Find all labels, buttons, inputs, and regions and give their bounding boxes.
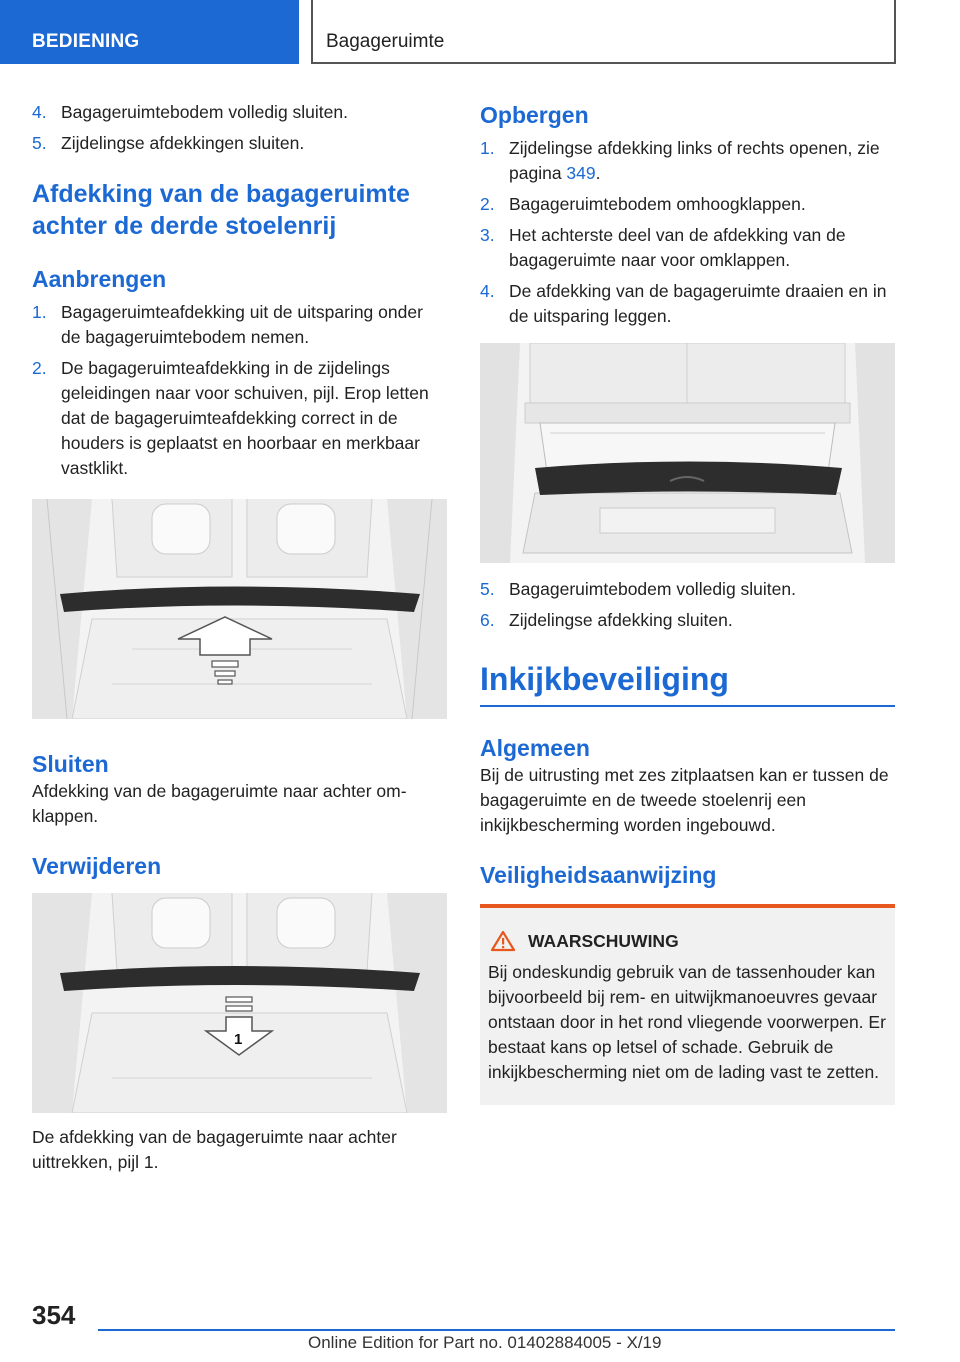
list-item: 6. Zijdelingse afdekking sluiten.	[480, 610, 733, 630]
right-column	[480, 100, 895, 1105]
arrow-label: 1	[234, 1031, 243, 1048]
list-item: 2. De bagageruimteafdekking in de zijdelings geleidingen naar voor schuiven, pijl. Erop letten dat de bagageruimteafdekking correct in de houders is geplaatst en hoorbaar en merkbaar vastklikt.	[32, 358, 429, 478]
page-header	[0, 0, 960, 66]
steps-list-top	[32, 100, 447, 156]
list-item: 5. Bagageruimtebodem volledig sluiten.	[480, 579, 796, 599]
page-number: 354	[32, 1300, 76, 1330]
aanbrengen-steps	[32, 300, 447, 481]
algemeen-text: Bij de uitrusting met zes zitplaatsen kan er tussen de bagageruimte en de tweede stoelenrij een inkijkbescherming worden ingebouwd.	[480, 765, 889, 835]
warning-header	[488, 930, 887, 952]
sluiten-heading: Sluiten	[32, 751, 109, 777]
footer-divider	[98, 1329, 895, 1331]
opbergen-steps-after	[480, 577, 895, 633]
list-item: 4. De afdekking van de bagageruimte draaien en in de uitsparing leggen.	[480, 281, 887, 326]
warning-triangle-icon	[490, 930, 516, 952]
opbergen-heading: Opbergen	[480, 102, 589, 128]
list-item: 2. Bagageruimtebodem omhoogklappen.	[480, 194, 806, 214]
aanbrengen-heading: Aanbrengen	[32, 266, 167, 292]
warning-label: WAARSCHUWING	[528, 930, 679, 951]
left-column	[32, 100, 447, 1175]
inkijk-title: Inkijkbeveiliging	[480, 659, 895, 707]
list-item: 1. Bagageruimteafdekking uit de uitsparing onder de bagageruimtebodem nemen.	[32, 302, 423, 347]
list-item: 3. Het achterste deel van de afdekking van de bagageruimte naar voor omklappen.	[480, 225, 846, 270]
edition-footer: Online Edition for Part no. 01402884005 - X/19	[308, 1333, 662, 1352]
verwijderen-heading: Verwijderen	[32, 853, 162, 879]
list-item: 4. Bagageruimtebodem volledig sluiten.	[32, 102, 348, 122]
cargo-cover-install-figure	[32, 499, 447, 719]
page-link[interactable]: 349	[566, 163, 596, 183]
section-title: Afdekking van de bagageruimte achter de derde stoelenrij	[32, 180, 410, 240]
chapter-title: Bagageruimte	[311, 0, 896, 64]
warning-text: Bij ondeskundig gebruik van de tassenhouder kan bijvoorbeeld bij rem- en uitwijkmanoeuvres gevaar ontstaan door in het rond vliegende voorwerpen. Er bestaat kans op letsel of schade. Gebruik de inkijkbescherming niet om de lading vast te zetten.	[488, 962, 886, 1082]
list-item: 1. Zijdelingse afdekking links of rechts openen, zie pagina 349.	[480, 138, 880, 183]
veiligheid-heading: Veiligheidsaanwijzing	[480, 862, 717, 888]
list-item: 5. Zijdelingse afdekkingen sluiten.	[32, 133, 305, 153]
verwijderen-text: De afdekking van de bagageruimte naar achter uittrekken, pijl 1.	[32, 1127, 397, 1172]
opbergen-steps	[480, 136, 895, 329]
algemeen-heading: Algemeen	[480, 735, 590, 761]
warning-box	[480, 904, 895, 1105]
sluiten-text: Afdekking van de bagageruimte naar achter omklappen.	[32, 781, 407, 826]
section-tab[interactable]: BEDIENING	[0, 0, 299, 64]
cargo-cover-remove-figure	[32, 893, 447, 1113]
cargo-cover-storage-figure	[480, 343, 895, 563]
